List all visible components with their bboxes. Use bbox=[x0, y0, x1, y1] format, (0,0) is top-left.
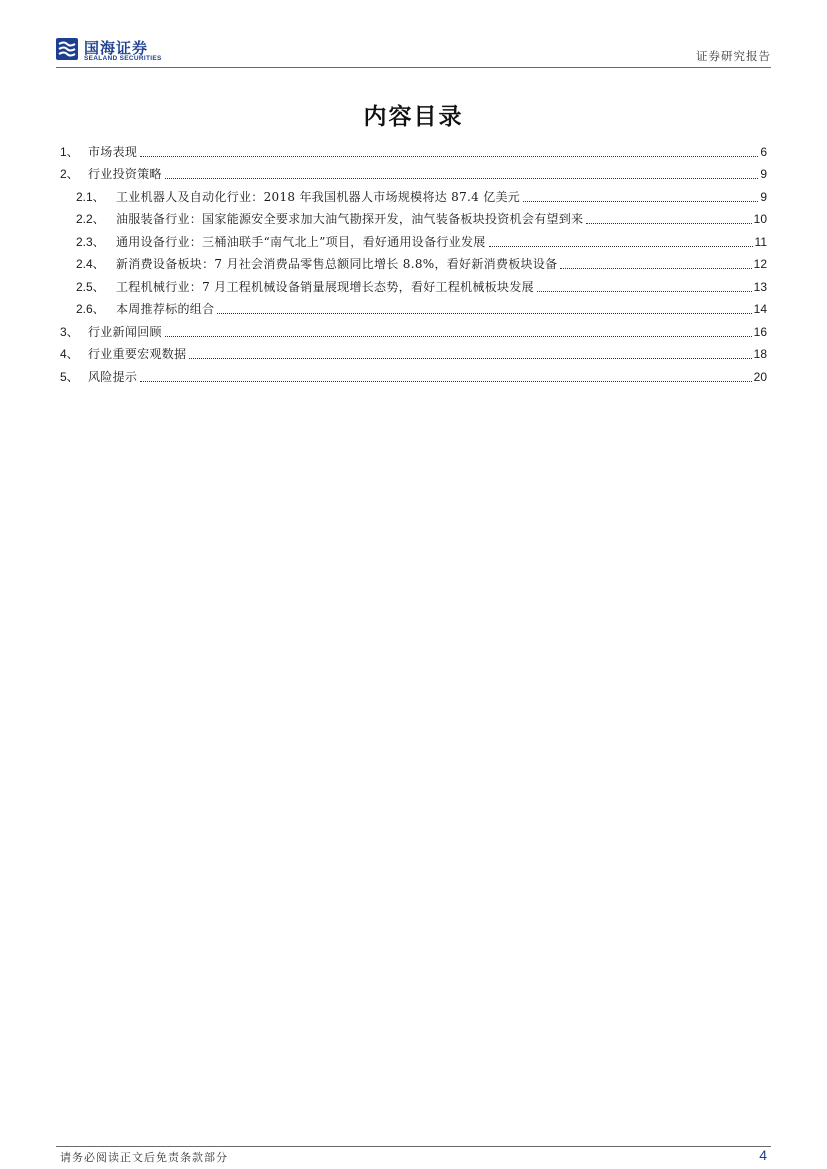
toc-dot-leader bbox=[165, 177, 759, 179]
toc-dot-leader bbox=[489, 245, 753, 247]
toc-entry-number: 2.6、 bbox=[76, 302, 105, 316]
toc-dot-leader bbox=[537, 290, 752, 292]
toc-entry-number: 2、 bbox=[60, 167, 79, 181]
toc-entry-page: 16 bbox=[753, 324, 767, 339]
toc-entry-number: 2.5、 bbox=[76, 279, 105, 294]
toc-entry[interactable] bbox=[60, 362, 767, 385]
header-divider bbox=[56, 67, 771, 68]
toc-entry[interactable] bbox=[60, 137, 767, 160]
toc-entry-label: 行业投资策略 bbox=[88, 167, 162, 181]
toc-entry-number: 2.2、 bbox=[76, 212, 105, 226]
toc-entry[interactable] bbox=[60, 182, 767, 205]
toc-entry-page: 18 bbox=[753, 347, 767, 361]
toc-entry-page: 6 bbox=[760, 144, 767, 159]
toc-entry-label: 风险提示 bbox=[88, 369, 138, 384]
toc-entry-number: 2.1、 bbox=[76, 189, 105, 204]
toc-entry[interactable] bbox=[60, 317, 767, 340]
toc-entry[interactable] bbox=[60, 272, 767, 295]
toc-dot-leader bbox=[560, 267, 751, 269]
toc-entry-page: 9 bbox=[760, 167, 767, 181]
toc-entry-page: 12 bbox=[753, 257, 767, 271]
toc-entry[interactable] bbox=[60, 340, 767, 363]
toc-entry-number: 1、 bbox=[60, 144, 79, 159]
footer-page-number: 4 bbox=[759, 1147, 767, 1163]
toc-entry-page: 14 bbox=[753, 302, 767, 316]
toc-entry-label: 本周推荐标的组合 bbox=[116, 302, 215, 316]
toc-entry-page: 13 bbox=[753, 279, 767, 294]
toc-entry-label: 新消费设备板块：7 月社会消费品零售总额同比增长 8.8%，看好新消费板块设备 bbox=[116, 257, 558, 271]
sealand-logo-icon bbox=[56, 38, 78, 60]
page-header bbox=[56, 36, 771, 66]
toc-entry-number: 2.3、 bbox=[76, 234, 105, 249]
toc-entry[interactable] bbox=[60, 250, 767, 273]
footer-disclaimer: 请务必阅读正文后免责条款部分 bbox=[60, 1151, 228, 1164]
toc-entry[interactable] bbox=[60, 205, 767, 228]
toc-dot-leader bbox=[140, 380, 751, 382]
toc-entry-page: 11 bbox=[754, 234, 767, 249]
toc-entry[interactable] bbox=[60, 160, 767, 183]
report-type-label: 证券研究报告 bbox=[696, 49, 771, 63]
toc-entry-label: 行业新闻回顾 bbox=[88, 324, 162, 339]
toc-dot-leader bbox=[586, 222, 751, 224]
page-title: 内容目录 bbox=[363, 103, 464, 130]
toc-entry-label: 通用设备行业：三桶油联手“南气北上”项目，看好通用设备行业发展 bbox=[116, 234, 486, 249]
footer-divider bbox=[56, 1146, 771, 1147]
table-of-contents bbox=[60, 137, 767, 385]
toc-dot-leader bbox=[140, 155, 758, 157]
toc-entry-label: 油服装备行业：国家能源安全要求加大油气勘探开发，油气装备板块投资机会有望到来 bbox=[116, 212, 584, 226]
toc-dot-leader bbox=[217, 312, 751, 314]
toc-entry-number: 5、 bbox=[60, 369, 79, 384]
toc-entry-label: 市场表现 bbox=[88, 144, 138, 159]
toc-dot-leader bbox=[523, 200, 758, 202]
logo-chinese-name: 国海证券 bbox=[84, 39, 149, 57]
toc-dot-leader bbox=[165, 335, 752, 337]
toc-entry-page: 10 bbox=[753, 212, 767, 226]
toc-dot-leader bbox=[189, 357, 751, 359]
toc-entry-number: 3、 bbox=[60, 324, 79, 339]
toc-entry-label: 行业重要宏观数据 bbox=[88, 347, 187, 361]
toc-entry-page: 20 bbox=[753, 369, 767, 384]
toc-entry-label: 工程机械行业：7 月工程机械设备销量展现增长态势，看好工程机械板块发展 bbox=[116, 279, 534, 294]
toc-entry[interactable] bbox=[60, 295, 767, 318]
toc-entry[interactable] bbox=[60, 227, 767, 250]
toc-entry-label: 工业机器人及自动化行业：2018 年我国机器人市场规模将达 87.4 亿美元 bbox=[116, 189, 521, 204]
toc-entry-number: 4、 bbox=[60, 347, 79, 361]
logo-english-name: SEALAND SECURITIES bbox=[84, 55, 162, 62]
toc-entry-number: 2.4、 bbox=[76, 257, 105, 271]
toc-entry-page: 9 bbox=[760, 189, 767, 204]
